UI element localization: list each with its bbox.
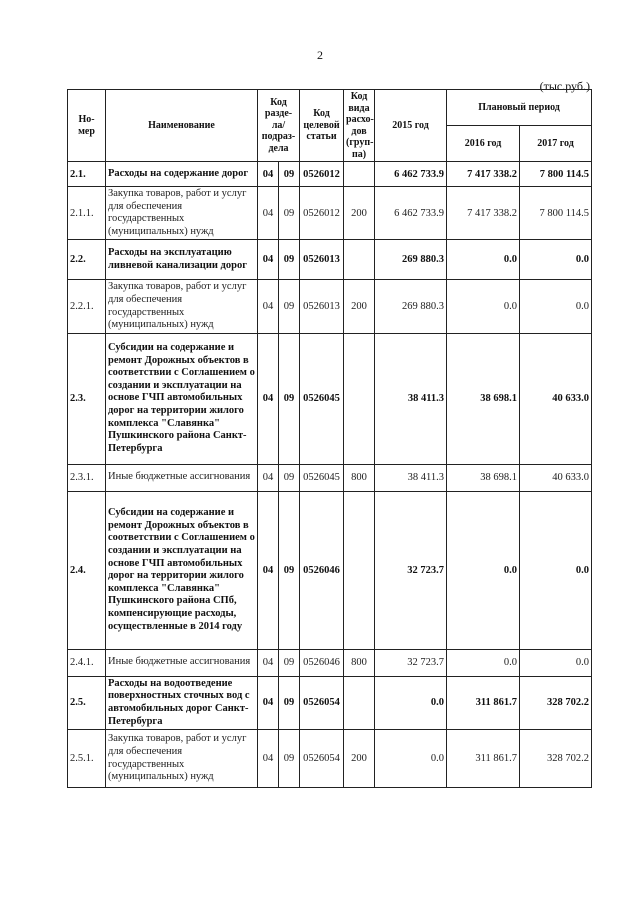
row-2017: 0.0 (520, 649, 592, 676)
row-2017: 7 800 114.5 (520, 162, 592, 187)
row-target: 0526012 (300, 162, 344, 187)
row-subsection: 09 (279, 162, 300, 187)
row-subsection: 09 (279, 649, 300, 676)
row-2016: 38 698.1 (447, 464, 520, 491)
table-row (68, 676, 592, 729)
row-2017: 328 702.2 (520, 676, 592, 729)
row-subsection: 09 (279, 240, 300, 280)
row-2016: 311 861.7 (447, 730, 520, 788)
row-2016: 311 861.7 (447, 676, 520, 729)
row-number: 2.3. (68, 333, 106, 464)
row-subsection: 09 (279, 491, 300, 649)
table-row (68, 333, 592, 464)
row-name: Закупка товаров, работ и услуг для обеспечения государственных (муниципальных) нужд (106, 730, 258, 788)
table-row (68, 187, 592, 240)
row-2017: 7 800 114.5 (520, 187, 592, 240)
row-expense-type (344, 333, 375, 464)
row-2017: 328 702.2 (520, 730, 592, 788)
row-section: 04 (258, 240, 279, 280)
row-2017: 40 633.0 (520, 333, 592, 464)
row-expense-type: 200 (344, 280, 375, 333)
header-2016: 2016 год (447, 126, 520, 162)
units-label: (тыс.руб.) (539, 79, 590, 93)
row-target: 0526012 (300, 187, 344, 240)
row-number: 2.4.1. (68, 649, 106, 676)
header-name: Наименование (106, 90, 258, 162)
row-2015: 38 411.3 (375, 333, 447, 464)
row-2015: 269 880.3 (375, 280, 447, 333)
row-2016: 0.0 (447, 491, 520, 649)
row-expense-type: 800 (344, 464, 375, 491)
row-2015: 6 462 733.9 (375, 187, 447, 240)
row-2017: 40 633.0 (520, 464, 592, 491)
header-number: Но- мер (68, 90, 106, 162)
row-expense-type (344, 676, 375, 729)
row-name: Закупка товаров, работ и услуг для обеспечения государственных (муниципальных) нужд (106, 280, 258, 333)
row-subsection: 09 (279, 333, 300, 464)
row-section: 04 (258, 333, 279, 464)
row-section: 04 (258, 676, 279, 729)
table-row (68, 280, 592, 333)
row-2015: 32 723.7 (375, 491, 447, 649)
row-target: 0526013 (300, 240, 344, 280)
header-section: Код разде- ла/ подраз- дела (258, 90, 300, 162)
table-row (68, 240, 592, 280)
row-name: Иные бюджетные ассигнования (106, 649, 258, 676)
row-target: 0526046 (300, 649, 344, 676)
row-section: 04 (258, 491, 279, 649)
row-expense-type: 200 (344, 730, 375, 788)
row-number: 2.2. (68, 240, 106, 280)
table-row (68, 491, 592, 649)
row-2015: 38 411.3 (375, 464, 447, 491)
row-2016: 0.0 (447, 240, 520, 280)
row-number: 2.5.1. (68, 730, 106, 788)
row-target: 0526046 (300, 491, 344, 649)
row-2017: 0.0 (520, 240, 592, 280)
row-2016: 38 698.1 (447, 333, 520, 464)
table-row (68, 162, 592, 187)
row-2015: 269 880.3 (375, 240, 447, 280)
row-expense-type (344, 162, 375, 187)
budget-table (67, 89, 592, 788)
row-number: 2.1. (68, 162, 106, 187)
row-section: 04 (258, 730, 279, 788)
row-number: 2.1.1. (68, 187, 106, 240)
header-target: Код целевой статьи (300, 90, 344, 162)
row-section: 04 (258, 280, 279, 333)
row-2016: 0.0 (447, 649, 520, 676)
row-name: Расходы на водоотведение поверхностных сточных вод с автомобильных дорог Санкт-Петербурга (106, 676, 258, 729)
page-number: 2 (317, 48, 323, 62)
header-2015: 2015 год (375, 90, 447, 162)
row-name: Иные бюджетные ассигнования (106, 464, 258, 491)
row-2016: 0.0 (447, 280, 520, 333)
row-target: 0526045 (300, 464, 344, 491)
row-target: 0526045 (300, 333, 344, 464)
row-subsection: 09 (279, 464, 300, 491)
row-section: 04 (258, 187, 279, 240)
row-number: 2.4. (68, 491, 106, 649)
row-2015: 0.0 (375, 730, 447, 788)
row-expense-type (344, 240, 375, 280)
row-2015: 0.0 (375, 676, 447, 729)
table-row (68, 464, 592, 491)
row-number: 2.3.1. (68, 464, 106, 491)
row-name: Субсидии на содержание и ремонт Дорожных объектов в соответствии с Соглашением о создании и эксплуатации на основе ГЧП автомобильных дорог на территории жилого комплекса "Славянка" Пушкинского района СПб, компенсирующие расходы, осуществленные в 2014 году (106, 491, 258, 649)
row-target: 0526054 (300, 676, 344, 729)
row-section: 04 (258, 649, 279, 676)
table-row (68, 730, 592, 788)
row-name: Расходы на эксплуатацию ливневой канализации дорог (106, 240, 258, 280)
row-2015: 6 462 733.9 (375, 162, 447, 187)
row-expense-type (344, 491, 375, 649)
row-subsection: 09 (279, 187, 300, 240)
row-subsection: 09 (279, 280, 300, 333)
row-section: 04 (258, 464, 279, 491)
row-section: 04 (258, 162, 279, 187)
row-target: 0526013 (300, 280, 344, 333)
row-target: 0526054 (300, 730, 344, 788)
row-subsection: 09 (279, 676, 300, 729)
row-expense-type: 200 (344, 187, 375, 240)
row-2017: 0.0 (520, 280, 592, 333)
row-expense-type: 800 (344, 649, 375, 676)
row-2016: 7 417 338.2 (447, 187, 520, 240)
row-name: Расходы на содержание дорог (106, 162, 258, 187)
header-planning-period: Плановый период (447, 90, 592, 126)
row-number: 2.5. (68, 676, 106, 729)
table-row (68, 649, 592, 676)
header-2017: 2017 год (520, 126, 592, 162)
row-subsection: 09 (279, 730, 300, 788)
row-2015: 32 723.7 (375, 649, 447, 676)
row-2016: 7 417 338.2 (447, 162, 520, 187)
row-number: 2.2.1. (68, 280, 106, 333)
row-name: Субсидии на содержание и ремонт Дорожных объектов в соответствии с Соглашением о создании и эксплуатации на основе ГЧП автомобильных дорог на территории жилого комплекса "Славянка" Пушкинского района Санкт-Петербурга (106, 333, 258, 464)
row-name: Закупка товаров, работ и услуг для обеспечения государственных (муниципальных) нужд (106, 187, 258, 240)
header-expense-type: Код вида расхо- дов (груп- па) (344, 90, 375, 162)
row-2017: 0.0 (520, 491, 592, 649)
